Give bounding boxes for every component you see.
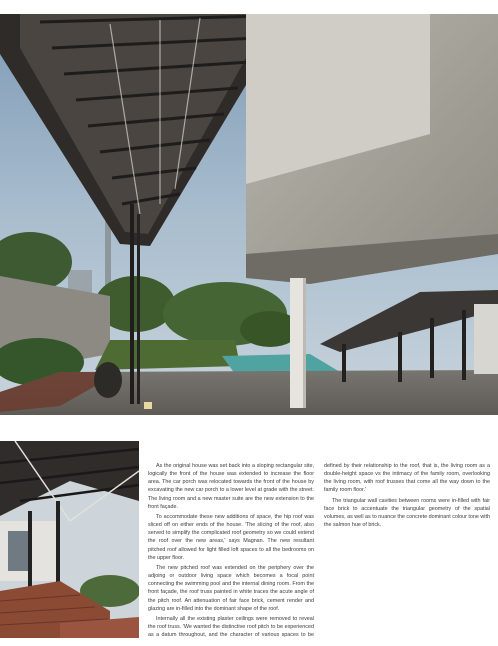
article-paragraph: To accommodate these new additions of space, the hip roof was sliced off on either ends of the house. 'The slicing of the roof, also served to simplify the complicated roof geometry so we could extend the roof over the new areas,' says Magnan. The new resultant pitched roof allowed for light filled loft spaces to all the bedrooms on the upper floor. [148, 513, 314, 561]
trusses-photo-graphic [0, 441, 139, 638]
article-paragraph: The triangular wall cavities between rooms were in-filled with fair face brick to accentuate the triangular geometry of the spatial volumes, as well as to nuance the concrete dominant colour tone with the salmon hue of brick. [324, 497, 491, 529]
photo-terrace [0, 14, 498, 415]
article-paragraph: Internally all the existing plaster ceilings were removed to reveal the roof truss. 'We wanted the distinctive roof pitch to be experienced as a datum throughout, and the character of various spaces to be defined by their relationship to the roof, that is, the living room as a double-height space vs the intimacy of the family room, overlooking the living room, with roof trusses that come all the way down to the family room floor.' [148, 463, 490, 639]
article-body [148, 462, 490, 644]
article-paragraph: As the original house was set back into a sloping rectangular site, logically the front of the house was extended to increase the floor area. The car porch was relocated towards the front of the house by excavating the new car porch to a lower level at grade with the street. The living room and a new master suite are the new extension to the front façade. [148, 463, 314, 510]
article-paragraph: The new pitched roof was extended on the periphery over the adjoing or outdoor living space which becomes a focal point connecting the swimming pool and the internal dining room. From the front façade, the roof truss painted in white traces the acute angle of the pitch roof. An attenuation of fair face brick, cement render and glazing are in-filled into the dominant shape of the roof. [148, 564, 314, 612]
photo-roof-trusses [0, 441, 139, 638]
terrace-photo-graphic [0, 14, 498, 415]
